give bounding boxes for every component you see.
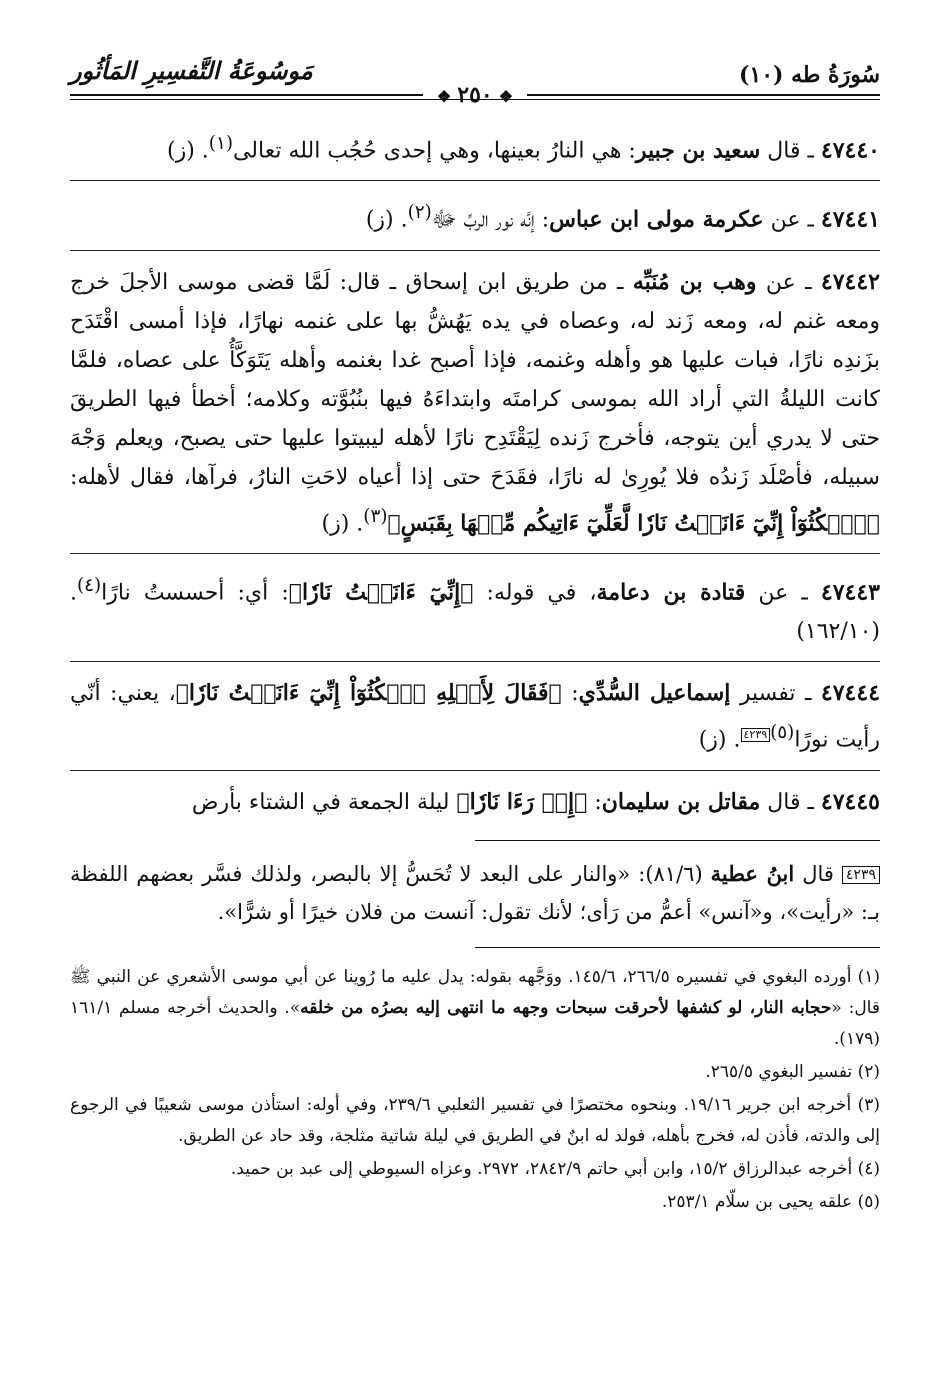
entry-text: : (587, 789, 602, 815)
quran-verse: ﴿إِنِّيٓ ءَانَسۡتُ نَارٗا﴾ (288, 579, 474, 606)
page-number: ❖ ٢٥٠ ❖ (423, 82, 527, 108)
entry-text: ـ من طريق ابن إسحاق ـ قال: لَمَّا قضى موسى الأجلَ خرج ومعه غنم له، ومعه زَند له، وعصاه في يده يَهُشُّ بها على غنمه نهارًا، فإذا أمسى اقْتَدَح بزَندِه نارًا، فبات عليها هو وأهله وغنمه، فإذا أصبح غدا بغنمه وأهله يَتَوَكَّأُ على عصاه، فلمَّا كانت الليلةُ التي أراد الله بموسى كرامتَه وابتداءَهُ فيها بنُبُوَّته وكلامه؛ أخطأ فيها الطريقَ حتى لا يدري أين يتوجه، فأخرج زَنده لِيَقْتَدِح نارًا لأهله ليبيتوا عليها حتى يصبح، ويعلم وَجْهَ سبيله، فأصْلَد زَندُه فلا يُورِىٰ له نارًا، فقَدَحَ حتى إذا أعياه لاحَتِ النارُ، فرآها، فقال لأهله: (70, 269, 880, 490)
footnote-1: (١) أورده البغوي في تفسيره ٢٦٦/٥، ١٤٥/٦. ووَجَّهه بقوله: يدل عليه ما رُوينا عن أبي موسى الأشعري عن النبي ﷺ قال: «حجابه النار، لو كشفها لأحرقت سبحات وجهه ما انتهى إليه بصرُه من خلقه». والحديث أخرجه مسلم ١٦١/١ (١٧٩). (70, 966, 880, 1049)
footnote-5: (٥) علقه يحيى بن سلّام ٢٥٣/١. (661, 1191, 880, 1212)
source-code: . (١٦٢/١٠) (70, 580, 880, 645)
source-code: . (ز) (365, 207, 408, 233)
footnote-ref[interactable]: (٤) (77, 574, 102, 596)
ornament-icon: ❖ (436, 87, 452, 106)
entry-text: : (561, 681, 579, 707)
quran-verse: ﴿إِذۡ رَءَا نَارٗا﴾ (456, 788, 588, 815)
athar-entries (70, 124, 880, 822)
commentary-ref[interactable]: ٤٢٣٩ (741, 728, 771, 742)
commentary-text: (٨١/٦): «والنار على البعد لا تُحَسُّ إلا بالبصر، ولذلك فسَّر بعضهم اللفظة بـ: «رأيت»، و«آنس» أعمُّ من رَأى؛ لأنك تقول: آنست من فلان خيرًا أو شرًّا». (70, 861, 880, 924)
surah-title: سُورَةُ طه (١٠) (738, 62, 880, 88)
narrator-name: عكرمة مولى ابن عباس (549, 206, 764, 233)
entry-47445: ٤٧٤٤٥ ـ قال مقاتل بن سليمان: ﴿إِذۡ رَءَا نَارٗا﴾ ليلة الجمعة في الشتاء بأرض (191, 788, 880, 815)
entry-number: ٤٧٤٤٣ (820, 579, 880, 606)
entry-text: ، في قوله: (473, 580, 597, 606)
entry-47442: ٤٧٤٤٢ ـ عن وهب بن مُنَبِّه ـ من طريق ابن إسحاق ـ قال: لَمَّا قضى موسى الأجلَ خرج ومعه غنم له، ومعه زَند له، وعصاه في يده يَهُشُّ بها على غنمه نهارًا، فإذا أمسى اقْتَدَح بزَندِه نارًا، فبات عليها هو وأهله وغنمه، فإذا أصبح غدا بغنمه وأهله يَتَوَكَّأُ على عصاه، فلمَّا كانت الليلةُ التي أراد الله بموسى كرامتَه وابتداءَهُ فيها بنُبُوَّته وكلامه؛ أخطأ فيها الطريقَ حتى لا يدري أين يتوجه، فأخرج زَنده لِيَقْتَدِح نارًا لأهله ليبيتوا عليها حتى يصبح، ويعلم وَجْهَ سبيله، فأصْلَد زَندُه فلا يُورِىٰ له نارًا، فقَدَحَ حتى إذا أعياه لاحَتِ النارُ، فرآها، فقال لأهله: ﴿ٱمۡكُثُوٓاْ إِنِّيٓ ءَانَسۡتُ نَارٗا لَّعَلِّيٓ ءَاتِيكُم مِّنۡهَا بِقَبَسٍ﴾$^{(٣)}$. (ز) (70, 263, 880, 554)
entry-text: ليلة الجمعة في الشتاء بأرض (191, 789, 457, 815)
source-code: . (ز) (167, 138, 209, 164)
narrator-name: إسماعيل السُّدِّي (578, 680, 731, 707)
entry-text: : هي النارُ بعينها، وهي إحدى حُجُب الله تعالى (232, 138, 636, 164)
book-page (70, 52, 880, 1218)
entry-number: ٤٧٤٤٥ (820, 788, 880, 815)
narrator-name: سعيد بن جبير (635, 137, 761, 164)
quran-verse: ﴿فَقَالَ لِأَهۡلِهِ ٱمۡكُثُوٓاْ إِنِّيٓ ءَانَسۡتُ نَارٗا﴾ (175, 680, 562, 707)
commentary-note: ٤٢٣٩ قال ابنُ عطية (٨١/٦): «والنار على البعد لا تُحَسُّ إلا بالبصر، ولذلك فسَّر بعضهم اللفظة بـ: «رأيت»، و«آنس» أعمُّ من رَأى؛ لأنك تقول: آنست من فلان خيرًا أو شرًّا». (70, 860, 880, 924)
footnote-ref[interactable]: (١) (208, 133, 233, 154)
entry-47444: ٤٧٤٤٤ ـ تفسير إسماعيل السُّدِّي: ﴿فَقَالَ لِأَهۡلِهِ ٱمۡكُثُوٓاْ إِنِّيٓ ءَانَسۡتُ نَارٗا﴾، يعني: أنّي رأيت نورًا$^{(٥)}$٤٢٣٩. (ز) (70, 674, 880, 770)
entry-text: : أي: أحسستُ نارًا (101, 580, 289, 606)
entry-number: ٤٧٤٤١ (820, 206, 880, 233)
section-divider (475, 840, 880, 841)
ornament-icon: ❖ (498, 87, 514, 106)
entry-47443: ٤٧٤٤٣ ـ عن قتادة بن دعامة، في قوله: ﴿إِنِّيٓ ءَانَسۡتُ نَارٗا﴾: أي: أحسستُ نارًا$^{(٤)}$. (١٦٢/١٠) (70, 566, 880, 662)
footnote-ref[interactable]: (٣) (363, 505, 388, 527)
entry-47440: ٤٧٤٤٠ ـ قال سعيد بن جبير: هي النارُ بعينها، وهي إحدى حُجُب الله تعالى$^{(١)}$. (ز) (70, 124, 880, 181)
source-code: . (ز) (321, 510, 364, 536)
entry-47441: ٤٧٤٤١ ـ عن عكرمة مولى ابن عباس: إنَّه نور الربِّ ﷻ$^{(٢)}$. (ز) (70, 193, 880, 250)
footnote-ref[interactable]: (٥) (770, 722, 795, 744)
commentary-number: ٤٢٣٩ (842, 866, 880, 884)
entry-text: ، يعني: أنّي رأيت نورًا (70, 681, 880, 753)
page-header (70, 52, 880, 108)
footnote-divider (475, 947, 880, 948)
footnote-2: (٢) تفسير البغوي ٢٦٥/٥. (705, 1061, 880, 1082)
narrator-name: وهب بن مُنَبِّه (632, 268, 757, 295)
source-code: . (ز) (698, 727, 741, 753)
commentary-author: ابنُ عطية (710, 860, 795, 886)
footnote-4: (٤) أخرجه عبدالرزاق ١٥/٢، وابن أبي حاتم ٢٨٤٢/٩، ٢٩٧٢. وعزاه السيوطي إلى عبد بن حميد. (230, 1158, 880, 1179)
footnote-ref[interactable]: (٢) (407, 202, 432, 224)
book-title: مَوسُوعَةُ التَّفسِيرِ المَأثُور (70, 56, 313, 85)
narrator-name: مقاتل بن سليمان (601, 788, 761, 815)
narrator-name: قتادة بن دعامة (596, 579, 746, 606)
footnotes (70, 962, 880, 1218)
footnote-3: (٣) أخرجه ابن جرير ١٩/١٦. وبنحوه مختصرًا في تفسير الثعلبي ٢٣٩/٦، وفي أوله: استأذن موسى شعيبًا في الرجوع إلى والدته، فأذن له، فخرج بأهله، فولد له ابنٌ في الطريق في ليلة شاتية مثلجة، وقد حاد عن الطريق. (70, 1094, 881, 1146)
entry-number: ٤٧٤٤٠ (820, 137, 880, 164)
quran-verse: ﴿ٱمۡكُثُوٓاْ إِنِّيٓ ءَانَسۡتُ نَارٗا لَّعَلِّيٓ ءَاتِيكُم مِّنۡهَا بِقَبَسٍ﴾ (387, 509, 880, 536)
entry-number: ٤٧٤٤٤ (820, 680, 881, 707)
entry-text: : إنَّه نور الربِّ ﷻ (431, 207, 550, 233)
entry-number: ٤٧٤٤٢ (820, 268, 880, 295)
